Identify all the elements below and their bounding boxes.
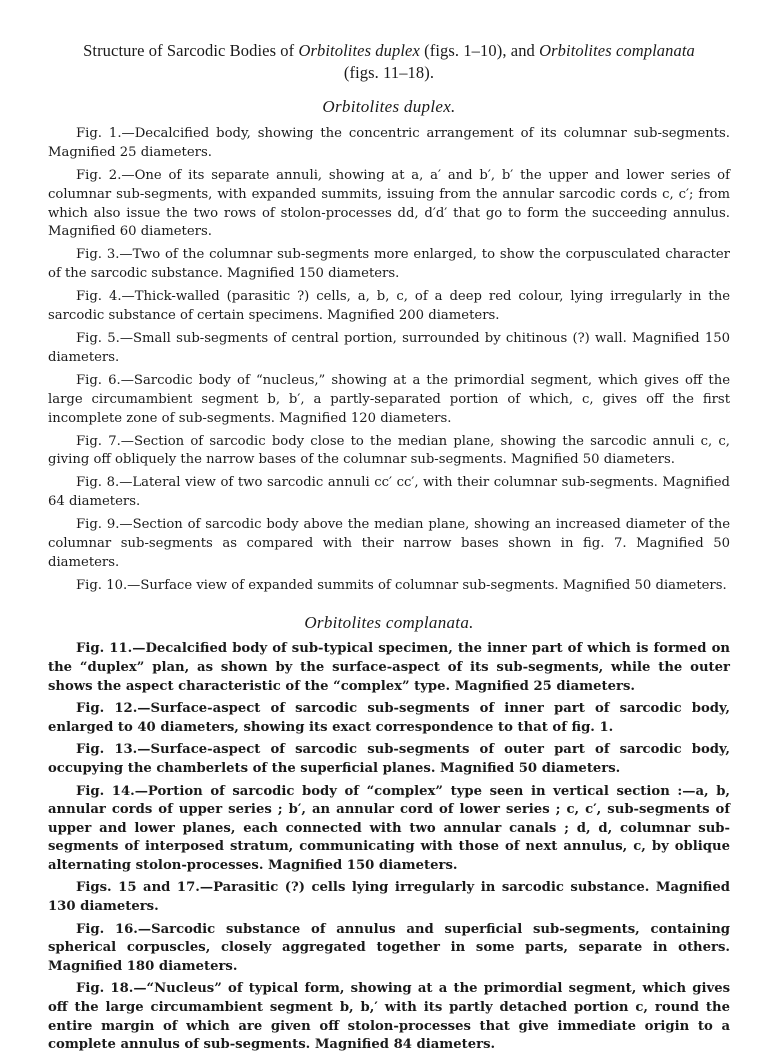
figure-entry (48, 372, 730, 429)
figure-entry (48, 330, 730, 368)
figure-description: —Two of the columnar sub-segments more enlarged, to show the corpusculated character of the sarcodic substance. Magnified 150 diameters. (48, 247, 730, 282)
section-heading: Orbitolites duplex. (322, 97, 456, 116)
figure-description: —Small sub-segments of central portion, surrounded by chitinous (?) wall. Magnified 150 diameters. (48, 330, 731, 365)
figure-entry (48, 288, 730, 326)
figure-entry (48, 783, 730, 876)
title-species-1: Orbitolites duplex (298, 41, 420, 60)
figure-label: Fig. 14. (76, 783, 135, 799)
figure-entry (48, 246, 730, 284)
figure-label: Fig. 8. (76, 475, 120, 491)
figure-entry (48, 700, 730, 737)
title-part-2: (figs. 1–10), and (419, 41, 540, 60)
figure-label: Fig. 5. (76, 330, 120, 346)
figure-label: Fig. 12. (76, 701, 138, 717)
figure-description: —Surface view of expanded summits of columnar sub-segments. Magnified 50 diameters. (127, 577, 727, 593)
figure-entry (48, 474, 730, 512)
figure-entry (48, 879, 730, 916)
figure-description: —Section of sarcodic body above the median plane, showing an increased diameter of the columnar sub-segments as compared with their narrow bases shown in fig. 7. Magnified 50 diameters. (48, 517, 730, 570)
figure-description: —Section of sarcodic body close to the median plane, showing the sarcodic annuli c, c, giving off obliquely the narrow bases of the columnar sub-segments. Magnified 50 diameters. (48, 433, 730, 468)
figure-label: Fig. 13. (76, 742, 138, 758)
figure-entry (48, 433, 730, 471)
figure-label: Fig. 11. (76, 641, 133, 657)
section-complanata (48, 614, 730, 1055)
figure-label: Fig. 10. (76, 577, 128, 593)
figure-description: —Portion of sarcodic body of “complex” type seen in vertical section :—a, b, annular cords of upper series ; b′, an annular cord of lower series ; c, c′, sub-segments of upper and lower planes, each connected with two annular canals ; d, d, columnar sub-segments of interposed stratum, communicating with those of next annulus, c, by oblique alternating stolon-processes. Magnified 150 diameters. (48, 783, 731, 873)
figure-entry (48, 741, 730, 778)
figure-entry (48, 640, 730, 696)
page-title (48, 40, 730, 84)
figure-description: —Decalcified body of sub-typical specimen, the inner part of which is formed on the “duplex” plan, as shown by the surface-aspect of its sub-segments, while the outer shows the aspect characteristic of the “complex” type. Magnified 25 diameters. (48, 641, 730, 694)
figure-entry (48, 516, 730, 573)
figure-description: —Thick-walled (parasitic ?) cells, a, b, c, of a deep red colour, lying irregularly in the sarcodic substance of certain specimens. Magnified 200 diameters. (48, 289, 730, 324)
figure-description: —Decalcified body, showing the concentric arrangement of its columnar sub-segments. Magnified 25 diameters. (48, 125, 731, 160)
figure-description: —One of its separate annuli, showing at a, a′ and b′, b′ the upper and lower series of columnar sub-segments, with expanded summits, issuing from the annular sarcodic cords c, c′; from which also issue the two rows of stolon-processes dd, d′d′ that go to form the succeeding annulus. Magnified 60 diameters. (48, 167, 730, 240)
figure-description: —Parasitic (?) cells lying irregularly in sarcodic substance. Magnified 130 diameters. (48, 880, 731, 915)
page (48, 40, 730, 1059)
figure-label: Fig. 2. (76, 167, 122, 183)
figure-entry (48, 980, 730, 1054)
figure-entry (48, 577, 730, 596)
figure-description: —Surface-aspect of sarcodic sub-segments of outer part of sarcodic body, occupying the chamberlets of the superficial planes. Magnified 50 diameters. (48, 742, 730, 776)
section-duplex (48, 98, 730, 596)
figure-label: Fig. 7. (76, 433, 121, 449)
figure-entry (48, 167, 730, 243)
figure-label: Fig. 18. (76, 981, 134, 997)
figure-description: —Lateral view of two sarcodic annuli cc′ cc′, with their columnar sub-segments. Magnified 64 diameters. (48, 475, 730, 510)
figure-description: —Sarcodic substance of annulus and superficial sub-segments, containing spherical corpuscles, closely aggregated together in some parts, separate in others. Magnified 180 diameters. (48, 921, 731, 974)
figure-entry (48, 921, 730, 977)
figure-label: Fig. 9. (76, 517, 120, 533)
figure-label: Fig. 6. (76, 372, 121, 388)
figure-entry (48, 125, 730, 163)
figure-label: Fig. 4. (76, 289, 122, 305)
figure-label: Fig. 16. (76, 921, 138, 937)
title-species-2: Orbitolites complanata (539, 41, 695, 60)
figure-label: Fig. 3. (76, 247, 120, 263)
figure-description: —“Nucleus” of typical form, showing at a the primordial segment, which gives off the large circumambient segment b, b,′ with its partly detached portion c, round the entire margin of which are given off stolon-processes that give immediate origin to a complete annulus of sub-segments. Magnified 84 diameters. (48, 981, 731, 1053)
figure-label: Figs. 15 and 17. (76, 880, 200, 896)
figure-description: —Sarcodic body of “nucleus,” showing at a the primordial segment, which gives off the large circumambient segment b, b′, a partly-separated portion of which, c, gives off the first incomplete zone of sub-segments. Magnified 120 diameters. (48, 372, 730, 426)
figure-description: —Surface-aspect of sarcodic sub-segments of inner part of sarcodic body, enlarged to 40 diameters, showing its exact correspondence to that of fig. 1. (48, 701, 730, 735)
title-part-1: Structure of Sarcodic Bodies of (83, 41, 299, 60)
figure-label: Fig. 1. (76, 125, 122, 141)
title-part-3: (figs. 11–18). (343, 63, 435, 82)
section-heading: Orbitolites complanata. (304, 612, 474, 632)
